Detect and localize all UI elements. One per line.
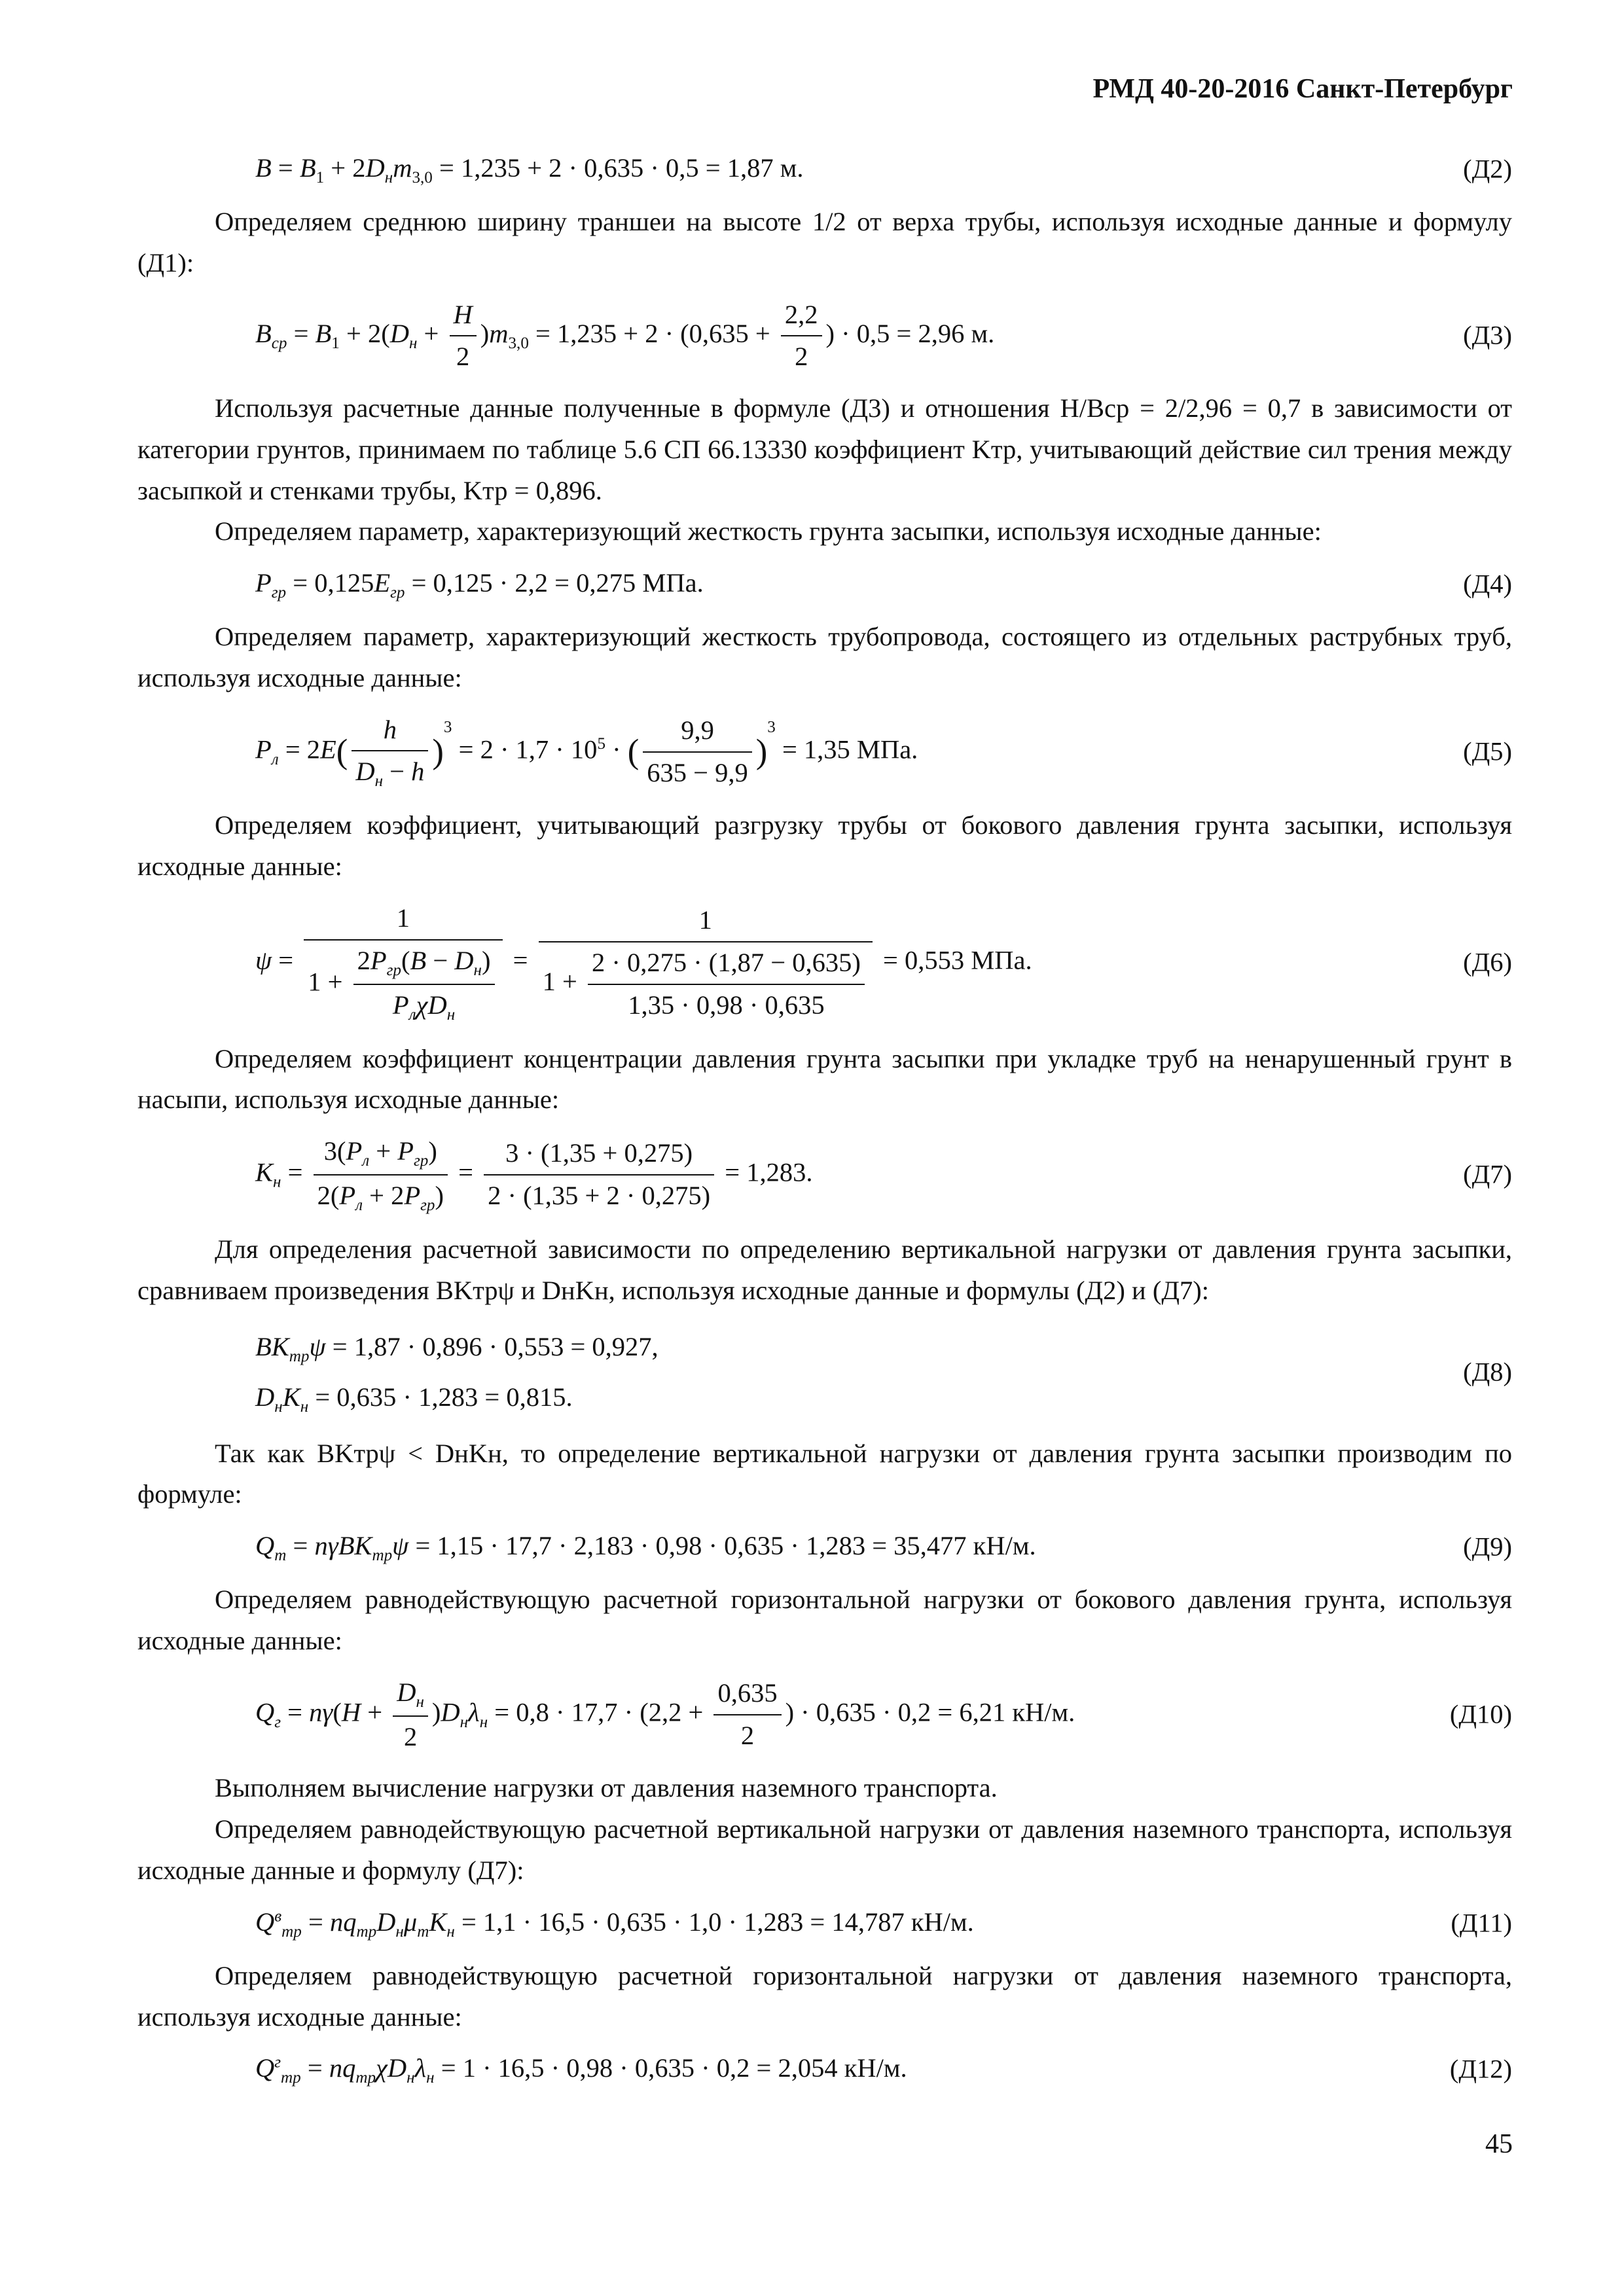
equation-d6-rhs: = 0,553 МПа. [876,945,1032,975]
equation-d5-rhs: = 1,35 МПа. [775,734,918,764]
equation-number: (Д2) [1463,154,1512,184]
paragraph: Выполняем вычисление нагрузки от давления наземного транспорта. [215,1773,998,1803]
equation-d3: $B_{ср} = B_1 + 2(D_н$ + $\frac{H}{2}$ )$m_{3,0} = 1,235 + 2 \cdot (0,635$ + $\frac{2,2}{2}$ ) · 0,5 = 2,96 м. (Д3) [137,295,1512,378]
paragraph: Используя расчетные данные полученные в формуле (Д3) и отношения H/Bср = 2/2,96 = 0,7 в зависимости от категории грунтов, принимаем по таблице 5.6 СП 66.13330 коэффициент Kтр, учитывающий действие сил трения между засыпкой и стенками трубы, Kтр = 0,896. [137,393,1512,505]
paragraph: Определяем параметр, характеризующий жесткость трубопровода, состоящего из отдельных раструбных труб, используя исходные данные: [137,622,1512,692]
page-content [137,137,1512,2102]
equation-d11: $Q^в_{тр} = nq_{тр}D_н\mu_тK_н = 1,1 \cdot 16,5 \cdot 0,635 \cdot 1,0 \cdot 1,283 = 14,787$ кН/м. (Д11) [137,1902,1512,1945]
paragraph: Определяем равнодействующую расчетной горизонтальной нагрузки от давления наземного транспорта, используя исходные данные: [137,1960,1512,2032]
equation-d4-rhs: = 0,125 · 2,2 = 0,275 МПа. [405,568,704,598]
equation-number: (Д7) [1463,1159,1512,1189]
equation-number: (Д5) [1463,736,1512,766]
equation-d2-rhs: = 1,235 + 2 · 0,635 · 0,5 = 1,87 м. [432,153,804,183]
page-number: 45 [1485,2129,1513,2159]
paragraph: Определяем коэффициент концентрации давления грунта засыпки при укладке труб на ненарушенный грунт в насыпи, используя исходные данные: [137,1043,1512,1115]
paragraph: Для определения расчетной зависимости по определению вертикальной нагрузки от давления грунта засыпки, сравниваем произведения BKтрψ и DнKн, используя исходные данные и формулы (Д2) и (Д7): [137,1234,1512,1306]
equation-number: (Д4) [1463,569,1512,599]
equation-d12: $Q^г_{тр} = nq_{тр}\chi D_н\lambda_н = 1 \cdot 16,5 \cdot 0,98 \cdot 0,635 \cdot 0,2 = 2,054$ кН/м. (Д12) [137,2048,1512,2091]
equation-d4: $P_{гр} = 0,125E_{гр} = 0,125 \cdot 2,2 = 0,275$ МПа. (Д4) [137,563,1512,606]
paragraph: Определяем параметр, характеризующий жесткость грунта засыпки, используя исходные данные: [215,516,1322,547]
equation-d7: $K_н$ = $\frac{3(P_л + P_{гр})}{2(P_л + 2P_{гр})}$ = $\frac{3 \cdot (1,35 + 0,275)}{2 \cdot (1,35 + 2 \cdot 0,275)}$ = 1,283. (Д7) [137,1131,1512,1219]
equation-d7-rhs: = 1,283. [718,1157,813,1187]
equation-d9: $Q_т = n\gamma BK_{тр}\psi = 1,15 \cdot 17,7 \cdot 2,183 \cdot 0,98 \cdot 0,635 \cdot 1,283 = 35,477$ кН/м. (Д9) [137,1526,1512,1569]
paragraph: Так как BKтрψ < DнKн, то определение вертикальной нагрузки от давления грунта засыпки производим по формуле: [137,1438,1512,1509]
paragraph: Определяем равнодействующую расчетной вертикальной нагрузки от давления наземного транспорта, используя исходные данные и формулу (Д7): [137,1814,1512,1886]
equation-d8: $BK_{тр}\psi = 1,87 \cdot 0,896 \cdot 0,553 = 0,927$, $D_нK_н = 0,635 \cdot 1,283 = 0,815$. (Д8) [255,1331,1512,1416]
equation-d6: ψ = 1 1 + $\frac{2P_{гр}(B - D_н)}{P_л\chi D_н}$ = 1 1 + $\frac{2 \cdot 0,275 \cdot (1,87 - 0,635)}{1,35 \cdot 0,98 \cdot 0,635}$ = 0,553 МПа. (Д6) [137,898,1512,1028]
equation-number: (Д8) [1463,1357,1512,1387]
equation-d12-rhs: = 1 · 16,5 · 0,98 · 0,635 · 0,2 = 2,054 кН/м. [434,2053,907,2083]
equation-number: (Д11) [1451,1908,1512,1938]
paragraph: Определяем равнодействующую расчетной горизонтальной нагрузки от бокового давления грунта, используя исходные данные: [137,1585,1512,1655]
equation-number: (Д12) [1449,2054,1512,2084]
paragraph: Определяем среднюю ширину траншеи на высоте 1/2 от верха трубы, используя исходные данные и формулу (Д1): [137,207,1512,278]
equation-d10-rhs: ) · 0,635 · 0,2 = 6,21 кН/м. [785,1697,1075,1727]
equation-d3-rhs: ) · 0,5 = 2,96 м. [825,318,995,348]
equation-number: (Д10) [1449,1699,1512,1729]
equation-number: (Д3) [1463,320,1512,350]
equation-d8-line1: = 1,87 · 0,896 · 0,553 = 0,927, [325,1331,659,1361]
paragraph: Определяем коэффициент, учитывающий разгрузку трубы от бокового давления грунта засыпки, используя исходные данные: [137,810,1512,882]
equation-d2: $B = B_1 + 2D_нm_{3,0} = 1,235 + 2 \cdot 0,635 \cdot 0,5 = 1,87$ м. (Д2) [137,148,1512,191]
equation-d10: $Q_г = n\gamma(H$ + $\frac{D_н}{2}$ )$D_н\lambda_н = 0,8 \cdot 17,7 \cdot (2,2$ + $\frac{0,635}{2}$ ) · 0,635 · 0,2 = 6,21 кН/м. (Д10) [137,1672,1512,1758]
page-header: РМД 40-20-2016 Санкт-Петербург [1092,74,1513,104]
equation-d8-line2: = 0,635 · 1,283 = 0,815. [308,1382,573,1412]
equation-d11-rhs: = 1,1 · 16,5 · 0,635 · 1,0 · 1,283 = 14,787 кН/м. [454,1907,974,1937]
equation-number: (Д9) [1463,1532,1512,1562]
equation-d5: $P_л = 2E$( $\frac{h}{D_н - h}$ )$^3 = 2 \cdot 1,7 \cdot 10^5$ · ( $\frac{9,9}{635 - 9,9}$ )$^3$ = 1,35 МПа. (Д5) [137,709,1512,795]
equation-d9-rhs: = 1,15 · 17,7 · 2,183 · 0,98 · 0,635 · 1,283 = 35,477 кН/м. [408,1531,1036,1561]
equation-number: (Д6) [1463,947,1512,977]
